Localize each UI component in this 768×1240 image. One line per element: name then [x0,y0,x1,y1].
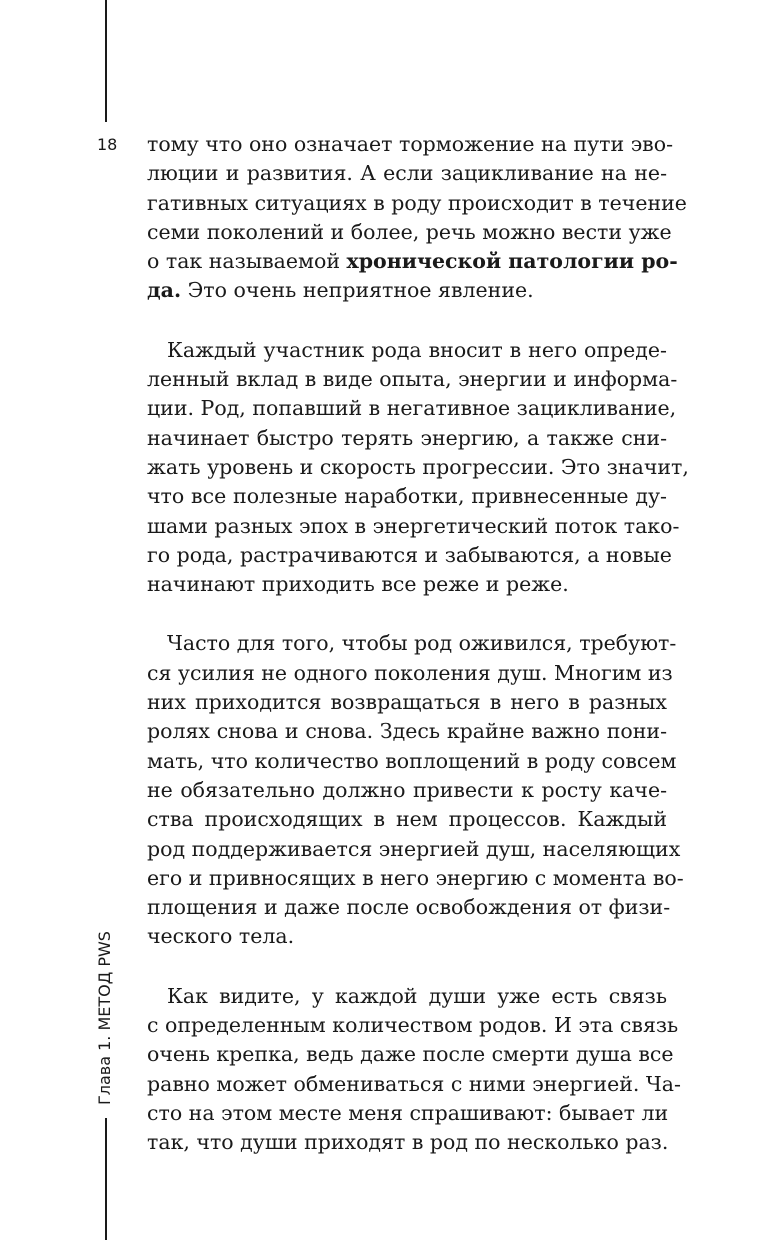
text-line: площения и даже после освобождения от физи- [147,895,671,920]
bold-term: да. [147,278,182,303]
text-line: ленный вклад в виде опыта, энергии и информа- [147,367,678,392]
text-line: семи поколений и более, речь можно вести уже [147,219,672,244]
text-line: что все полезные наработки, привнесенные ду- [147,484,667,509]
text-line: ческого тела. [147,924,295,949]
text-line: люции и развития. А если зацикливание на не- [147,161,667,186]
text-line: тому что оно означает торможение на пути эво- [147,132,673,156]
text-line: шами разных эпох в энергетический поток тако- [147,513,680,538]
paragraph-4 [147,982,681,1158]
text-line: мать, что количество воплощений в роду совсем [147,748,677,773]
text-line: сто на этом месте меня спрашивают: бывает ли [147,1100,669,1125]
text-line: род поддерживается энергией душ, населяющих [147,836,681,861]
text-line: не обязательно должно привести к росту каче- [147,777,667,802]
text-line: так, что души приходят в род по несколько раз. [147,1130,669,1155]
text-line: ства происходящих в нем процессов. Каждый [147,807,667,832]
text-line: Каждый участник рода вносит в него опреде- [167,337,667,362]
text-line: очень крепка, ведь даже после смерти душа все [147,1042,674,1067]
text-line: начинает быстро терять энергию, а также сни- [147,425,667,450]
text-line [147,276,667,305]
text-line: ся усилия не одного поколения душ. Многим из [147,660,673,685]
text-line [147,247,678,276]
text-line: них приходится возвращаться в него в разных [147,690,667,715]
page-number: 18 [97,135,118,154]
paragraph-3 [147,629,684,951]
text-line: его и привносящих в него энергию с момента во- [147,865,684,890]
text-line: начинают приходить все реже и реже. [147,572,569,597]
text-line: равно может обмениваться с ними энергией. Ча- [147,1071,681,1096]
text-line: гативных ситуациях в роду происходит в течение [147,190,687,215]
text-line: ролях снова и снова. Здесь крайне важно пони- [147,719,667,744]
bottom-margin-rule [105,1118,107,1240]
body-text [147,130,689,1188]
text-line: с определенным количеством родов. И эта связь [147,1013,679,1038]
text-line: ции. Род, попавший в негативное зацикливание, [147,396,677,421]
bold-term: хронической патологии ро- [346,249,678,274]
top-margin-rule [105,0,107,122]
paragraph-2 [147,336,689,600]
paragraph-1 [147,130,687,306]
text-run: о так называемой [147,249,347,274]
text-line: Как видите, у каждой души уже есть связь [167,983,667,1008]
text-run: Это очень неприятное явление. [181,278,534,303]
text-line: го рода, растрачиваются и забываются, а новые [147,542,672,567]
text-line: Часто для того, чтобы род оживился, требуют- [167,631,677,656]
running-head: Глава 1. МЕТОД PWS [95,931,114,1105]
text-line: жать уровень и скорость прогрессии. Это значит, [147,454,689,479]
